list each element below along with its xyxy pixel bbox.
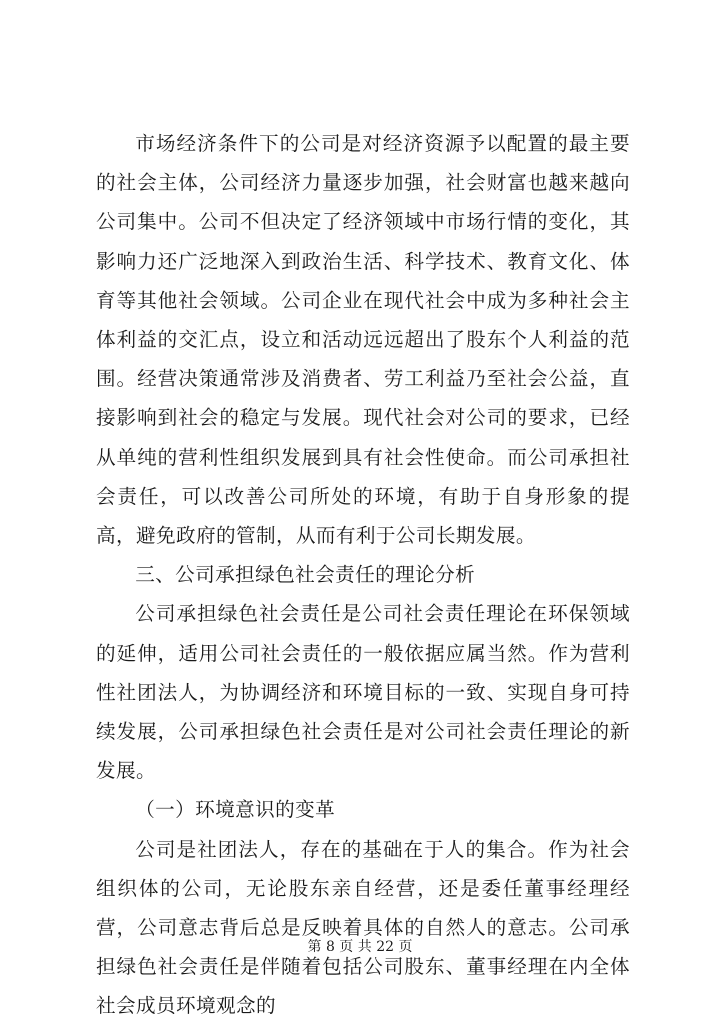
document-body [96,124,630,1026]
page-number-footer: 第 8 页 共 22 页 [307,939,413,955]
section-heading-theory-analysis: 三、公司承担绿色社会责任的理论分析 [135,563,476,587]
paragraph-corporate-entity: 公司是社团法人，存在的基础在于人的集合。作为社会组织体的公司，无论股东亲自经营，还是委任董事经理经营，公司意志背后总是反映着具体的自然人的意志。公司承担绿色社会责任是伴随着包括公司股东、董事经理在内全体社会成员环境观念的 [96,837,630,1018]
paragraph-company-social-role: 市场经济条件下的公司是对经济资源予以配置的最主要的社会主体，公司经济力量逐步加强，社会财富也越来越向公司集中。公司不但决定了经济领域中市场行情的变化，其影响力还广泛地深入到政治生活、科学技术、教育文化、体育等其他社会领域。公司企业在现代社会中成为多种社会主体利益的交汇点，设立和活动远远超出了股东个人利益的范围。经营决策通常涉及消费者、劳工利益乃至社会公益，直接影响到社会的稳定与发展。现代社会对公司的要求，已经从单纯的营利性组织发展到具有社会性使命。而公司承担社会责任，可以改善公司所处的环境，有助于自身形象的提高，避免政府的管制，从而有利于公司长期发展。 [96,132,630,548]
paragraph-green-responsibility: 公司承担绿色社会责任是公司社会责任理论在环保领域的延伸，适用公司社会责任的一般依据应属当然。作为营利性社团法人，为协调经济和环境目标的一致、实现自身可持续发展，公司承担绿色社会责任是对公司社会责任理论的新发展。 [96,602,630,783]
subsection-heading-environmental-awareness: （一）环境意识的变革 [135,798,336,822]
